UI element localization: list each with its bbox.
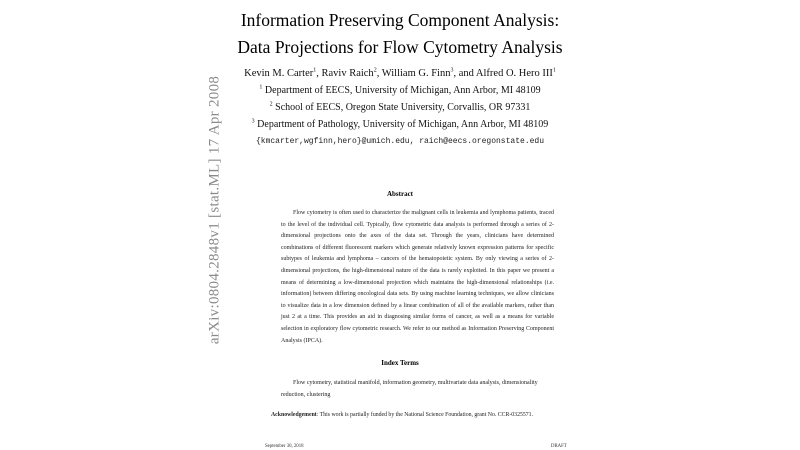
affiliation-text: School of EECS, Oregon State University, Corvallis, OR 97331 xyxy=(275,102,531,113)
author-list: Kevin M. Carter$^1$, Raviv Raich$^2$, William G. Finn$^3$, and Alfred O. Hero III$^1$ xyxy=(244,67,556,79)
acknowledgement xyxy=(271,412,561,418)
author-affiliation-mark: 3 xyxy=(450,67,454,74)
acknowledgement-text: : This work is partially funded by the National Science Foundation, grant No. CCR-0325571. xyxy=(316,412,534,418)
author-name: Raviv Raich xyxy=(321,68,374,79)
author-affiliation-mark: 1 xyxy=(313,67,317,74)
author-affiliation-mark: 1 xyxy=(552,67,556,74)
index-terms-heading: Index Terms xyxy=(381,359,419,367)
abstract-body: Flow cytometry is often used to characterize the malignant cells in leukemia and lymphoma patients, traced to the level of the individual cell. Typically, flow cytometric data analysis is performed through a series of 2-dimensional projections onto the axes of the data set. Through the years, clinicians have determined combinations of different fluorescent markers which generate relatively known expression patterns for specific subtypes of leukemia and lymphoma – cancers of the hematopoietic system. By only viewing a series of 2-dimensional projections, the high-dimensional nature of the data is rarely exploited. In this paper we present a means of determining a low-dimensional projection which maintains the high-dimensional relationships (i.e. information) between differing oncological data sets. By using machine learning techniques, we allow clinicians to visualize data in a low dimension defined by a linear combination of all of the available markers, rather than just 2 at a time. This provides an aid in diagnosing similar forms of cancer, as well as a means for variable selection in exploratory flow cytometric research. We refer to our method as Information Preserving Component Analysis (IPCA). xyxy=(281,210,554,344)
author-name: William G. Finn xyxy=(381,68,451,79)
affiliation-text: Department of Pathology, University of Michigan, Ann Arbor, MI 48109 xyxy=(257,119,549,130)
arxiv-stamp: arXiv:0804.2848v1 [stat.ML] 17 Apr 2008 xyxy=(206,75,223,345)
affiliation-1 xyxy=(230,85,570,96)
acknowledgement-label: Acknowledgement xyxy=(271,412,317,418)
author-name: and Alfred O. Hero III xyxy=(458,68,553,79)
affiliation-3 xyxy=(230,119,570,130)
paper-page xyxy=(230,0,570,450)
index-terms-body: Flow cytometry, statistical manifold, information geometry, multivariate data analysis, dimensionality reduction, clustering xyxy=(281,380,538,398)
affiliation-2 xyxy=(230,102,570,113)
paper-title-line-2: Data Projections for Flow Cytometry Analysis xyxy=(237,37,563,57)
author-emails: {kmcarter,wgfinn,hero}@umich.edu, raich@eecs.oregonstate.edu xyxy=(255,137,545,146)
author-affiliation-mark: 2 xyxy=(373,67,377,74)
affiliation-mark: 1 xyxy=(259,84,263,91)
abstract-heading: Abstract xyxy=(386,190,414,198)
left-margin xyxy=(0,0,230,450)
author-name: Kevin M. Carter xyxy=(244,68,314,79)
footer-draft-label: DRAFT xyxy=(551,444,567,449)
affiliation-mark: 2 xyxy=(269,101,273,108)
affiliation-mark: 3 xyxy=(251,118,255,125)
paper-title-line-1: Information Preserving Component Analysis: xyxy=(240,10,560,30)
right-margin xyxy=(570,0,800,450)
affiliation-text: Department of EECS, University of Michigan, Ann Arbor, MI 48109 xyxy=(264,85,541,96)
footer-date: September 30, 2018 xyxy=(265,444,304,449)
